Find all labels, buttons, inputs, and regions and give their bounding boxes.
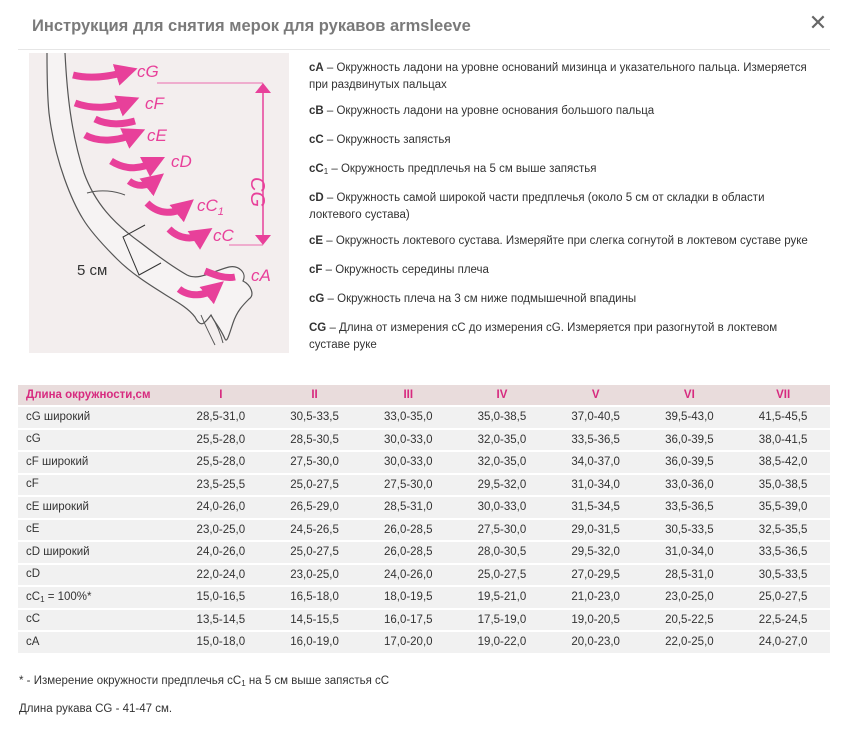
label-cC: cC	[213, 226, 234, 245]
table-cell: 22,0-24,0	[174, 565, 268, 586]
table-cell: 21,0-23,0	[549, 587, 643, 608]
table-row	[18, 475, 830, 496]
table-cell: 28,5-31,0	[361, 497, 455, 518]
label-CG: CG	[246, 177, 268, 207]
row-label-suffix: = 100%*	[44, 590, 92, 603]
table-cell: 38,5-42,0	[736, 452, 830, 473]
table-cell: 26,0-28,5	[361, 520, 455, 541]
table-cell: 23,5-25,5	[174, 475, 268, 496]
footnote-part2: на 5 см выше запястья cC	[245, 675, 390, 687]
table-cell: 19,5-21,0	[455, 587, 549, 608]
table-row	[18, 497, 830, 518]
table-cell: 27,5-30,0	[268, 452, 362, 473]
table-cell: 29,0-31,5	[549, 520, 643, 541]
definition-code: cF	[309, 264, 323, 276]
definition-text: – Окружность локтевого сустава. Измеряйте при слегка согнутой в локтевом суставе руке	[323, 235, 808, 247]
table-cell: 28,5-31,0	[643, 565, 737, 586]
table-cell: 29,5-32,0	[549, 542, 643, 563]
table-cell: 30,0-33,0	[361, 430, 455, 451]
definition-code: cC	[309, 134, 324, 146]
table-cell: 25,0-27,5	[268, 542, 362, 563]
definition-code: CG	[309, 322, 327, 334]
row-label-text: cG	[26, 433, 41, 446]
table-cell: 19,0-20,5	[549, 610, 643, 631]
row-label-text: cD широкий	[26, 545, 90, 558]
definition-item	[309, 104, 819, 121]
table-cell: 23,0-25,0	[174, 520, 268, 541]
table-cell: 25,0-27,5	[268, 475, 362, 496]
table-cell: 15,0-18,0	[174, 632, 268, 653]
label-cC1-base: cC	[197, 196, 218, 215]
row-label	[18, 632, 174, 653]
header-cell: II	[268, 385, 362, 405]
row-label	[18, 497, 174, 518]
row-label-text: cC	[26, 613, 41, 626]
row-label-sub: 1	[40, 594, 45, 604]
definition-text: – Окружность середины плеча	[322, 264, 489, 276]
arm-measurement-illustration	[29, 53, 289, 353]
footnote-sub: 1	[241, 679, 246, 688]
table-cell: 25,5-28,0	[174, 430, 268, 451]
size-table-header	[18, 385, 830, 405]
table-cell: 32,0-35,0	[455, 430, 549, 451]
table-cell: 16,5-18,0	[268, 587, 362, 608]
definition-text: – Окружность предплечья на 5 см выше запястья	[328, 163, 597, 175]
table-cell: 19,0-22,0	[455, 632, 549, 653]
header-cell: VI	[643, 385, 737, 405]
table-cell: 24,0-26,0	[174, 497, 268, 518]
table-cell: 33,0-36,0	[643, 475, 737, 496]
table-cell: 26,0-28,5	[361, 542, 455, 563]
header-cell: VII	[736, 385, 830, 405]
table-row	[18, 587, 830, 608]
row-label-text: cA	[26, 635, 40, 648]
table-cell: 24,0-27,0	[736, 632, 830, 653]
table-cell: 14,5-15,5	[268, 610, 362, 631]
table-cell: 27,0-29,5	[549, 565, 643, 586]
table-row	[18, 407, 830, 428]
definition-text: – Окружность самой широкой части предплечья (около 5 см от складки в области локтевого сустава)	[309, 192, 765, 221]
table-cell: 27,5-30,0	[361, 475, 455, 496]
table-cell: 31,5-34,5	[549, 497, 643, 518]
definition-code: cC	[309, 163, 324, 175]
definition-text: – Окружность запястья	[323, 134, 451, 146]
definition-item	[309, 61, 819, 92]
table-cell: 30,5-33,5	[643, 520, 737, 541]
table-row	[18, 430, 830, 451]
row-label-text: cG широкий	[26, 410, 91, 423]
table-cell: 31,0-34,0	[549, 475, 643, 496]
table-cell: 38,0-41,5	[736, 430, 830, 451]
row-label	[18, 452, 174, 473]
table-cell: 33,5-36,5	[643, 497, 737, 518]
definition-item	[309, 133, 819, 150]
table-cell: 33,0-35,0	[361, 407, 455, 428]
table-cell: 20,5-22,5	[643, 610, 737, 631]
table-cell: 25,0-27,5	[455, 565, 549, 586]
table-cell: 16,0-17,5	[361, 610, 455, 631]
table-cell: 30,5-33,5	[736, 565, 830, 586]
row-label-text: cC	[26, 590, 41, 603]
header-cell: III	[361, 385, 455, 405]
label-five-cm: 5 см	[77, 262, 108, 279]
size-table	[18, 383, 830, 655]
definition-text: – Окружность ладони на уровне основания большого пальца	[323, 105, 655, 117]
row-label	[18, 542, 174, 563]
table-cell: 28,5-30,5	[268, 430, 362, 451]
table-cell: 35,0-38,5	[736, 475, 830, 496]
definition-item	[309, 234, 819, 251]
table-cell: 26,5-29,0	[268, 497, 362, 518]
footnote	[19, 675, 389, 688]
row-label	[18, 475, 174, 496]
table-cell: 29,5-32,0	[455, 475, 549, 496]
label-cG: cG	[137, 62, 159, 81]
footnote-part1: * - Измерение окружности предплечья cC	[19, 675, 242, 687]
table-row	[18, 520, 830, 541]
table-cell: 15,0-16,5	[174, 587, 268, 608]
table-row	[18, 632, 830, 653]
table-cell: 24,5-26,5	[268, 520, 362, 541]
definition-text: – Окружность ладони на уровне оснований мизинца и указательного пальца. Измеряется при раздвинутых пальцах	[309, 62, 807, 91]
table-row	[18, 565, 830, 586]
label-cC1-sub: 1	[217, 206, 224, 218]
table-cell: 28,0-30,5	[455, 542, 549, 563]
table-cell: 35,5-39,0	[736, 497, 830, 518]
table-cell: 23,0-25,0	[268, 565, 362, 586]
definition-item	[309, 191, 819, 222]
table-cell: 28,5-31,0	[174, 407, 268, 428]
definition-item	[309, 263, 819, 280]
table-cell: 20,0-23,0	[549, 632, 643, 653]
row-label	[18, 520, 174, 541]
definition-code: cA	[309, 62, 324, 74]
label-cA: cA	[251, 266, 271, 285]
table-cell: 24,0-26,0	[361, 565, 455, 586]
definition-item	[309, 292, 819, 309]
table-cell: 23,0-25,0	[643, 587, 737, 608]
definitions-list	[309, 61, 819, 364]
table-cell: 33,5-36,5	[549, 430, 643, 451]
definition-code-sub: 1	[323, 167, 329, 176]
header-cell: Длина окружности,см	[18, 385, 174, 405]
row-label	[18, 407, 174, 428]
table-cell: 39,5-43,0	[643, 407, 737, 428]
table-cell: 25,0-27,5	[736, 587, 830, 608]
row-label	[18, 610, 174, 631]
table-cell: 32,5-35,5	[736, 520, 830, 541]
row-label-text: cF	[26, 478, 39, 491]
definition-item	[309, 162, 819, 179]
definition-code: cG	[309, 293, 325, 305]
table-cell: 17,5-19,0	[455, 610, 549, 631]
table-cell: 22,5-24,5	[736, 610, 830, 631]
close-icon[interactable]: ✕	[808, 10, 828, 35]
header-cell: I	[174, 385, 268, 405]
table-cell: 22,0-25,0	[643, 632, 737, 653]
table-cell: 41,5-45,5	[736, 407, 830, 428]
table-cell: 37,0-40,5	[549, 407, 643, 428]
table-row	[18, 610, 830, 631]
row-label-text: cE широкий	[26, 500, 89, 513]
table-cell: 30,0-33,0	[361, 452, 455, 473]
table-cell: 36,0-39,5	[643, 430, 737, 451]
table-cell: 27,5-30,0	[455, 520, 549, 541]
table-cell: 34,0-37,0	[549, 452, 643, 473]
definition-code: cE	[309, 235, 324, 247]
definition-code: cD	[309, 192, 324, 204]
definition-item	[309, 321, 819, 352]
row-label	[18, 430, 174, 451]
table-cell: 18,0-19,5	[361, 587, 455, 608]
row-label-text: cE	[26, 523, 40, 536]
table-cell: 25,5-28,0	[174, 452, 268, 473]
table-cell: 24,0-26,0	[174, 542, 268, 563]
table-row	[18, 542, 830, 563]
table-cell: 30,0-33,0	[455, 497, 549, 518]
row-label	[18, 587, 174, 608]
row-label	[18, 565, 174, 586]
table-cell: 31,0-34,0	[643, 542, 737, 563]
table-cell: 16,0-19,0	[268, 632, 362, 653]
definition-text: – Окружность плеча на 3 см ниже подмышечной впадины	[324, 293, 637, 305]
table-cell: 35,0-38,5	[455, 407, 549, 428]
header-cell: V	[549, 385, 643, 405]
table-cell: 13,5-14,5	[174, 610, 268, 631]
table-cell: 33,5-36,5	[736, 542, 830, 563]
table-cell: 32,0-35,0	[455, 452, 549, 473]
dialog-title: Инструкция для снятия мерок для рукавов armsleeve	[32, 17, 471, 35]
label-cD: cD	[171, 152, 192, 171]
table-cell: 30,5-33,5	[268, 407, 362, 428]
table-cell: 36,0-39,5	[643, 452, 737, 473]
size-table-body	[18, 407, 830, 653]
label-cF: cF	[145, 94, 164, 113]
table-cell: 17,0-20,0	[361, 632, 455, 653]
row-label-text: cF широкий	[26, 455, 89, 468]
sleeve-length-note: Длина рукава CG - 41-47 см.	[19, 703, 173, 715]
definition-code: cB	[309, 105, 324, 117]
label-cE: cE	[147, 126, 167, 145]
header-cell: IV	[455, 385, 549, 405]
header-divider	[18, 49, 830, 50]
table-row	[18, 452, 830, 473]
row-label-text: cD	[26, 568, 41, 581]
definition-text: – Длина от измерения cC до измерения cG. Измеряется при разогнутой в локтевом суставе руке	[309, 322, 778, 351]
